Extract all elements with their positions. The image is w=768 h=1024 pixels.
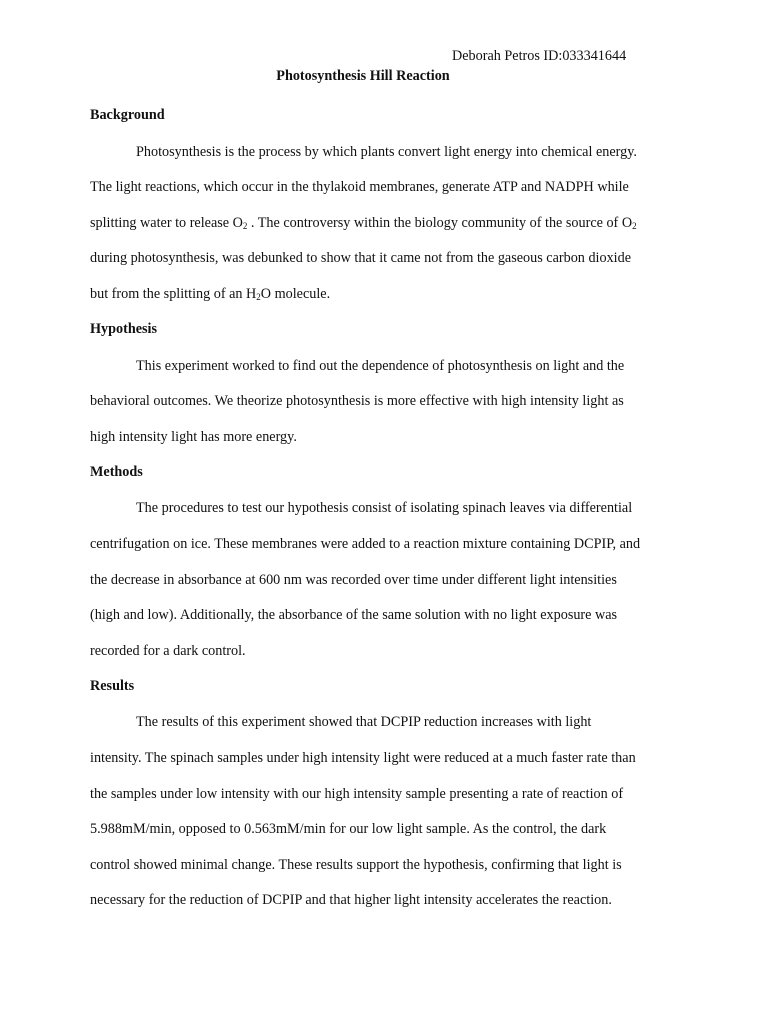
paragraph-line: during photosynthesis, was debunked to show that it came not from the gaseous carbon dioxide xyxy=(90,250,631,266)
author-line: Deborah Petros ID:033341644 xyxy=(452,48,627,64)
text-segment: but from the splitting of an H xyxy=(90,286,257,302)
paragraph-line: recorded for a dark control. xyxy=(90,643,246,659)
paragraph-line: the samples under low intensity with our high intensity sample presenting a rate of reaction of xyxy=(90,786,624,802)
paragraph-line: high intensity light has more energy. xyxy=(90,429,297,445)
paragraph-line: intensity. The spinach samples under high intensity light were reduced at a much faster rate than xyxy=(90,750,636,766)
paragraph-line: (high and low). Additionally, the absorbance of the same solution with no light exposure was xyxy=(90,607,618,623)
paragraph-line: behavioral outcomes. We theorize photosynthesis is more effective with high intensity light as xyxy=(90,393,624,409)
paragraph-line: 5.988mM/min, opposed to 0.563mM/min for our low light sample. As the control, the dark xyxy=(90,821,607,837)
text-segment: splitting water to release O xyxy=(90,215,243,231)
section-heading-hypothesis: Hypothesis xyxy=(90,321,158,337)
paragraph-line: centrifugation on ice. These membranes were added to a reaction mixture containing DCPIP, and xyxy=(90,536,641,552)
paragraph-line: Photosynthesis is the process by which plants convert light energy into chemical energy. xyxy=(136,144,637,160)
paragraph-line: This experiment worked to find out the dependence of photosynthesis on light and the xyxy=(136,358,625,374)
page-title: Photosynthesis Hill Reaction xyxy=(276,68,450,84)
paragraph-line: the decrease in absorbance at 600 nm was recorded over time under different light intensities xyxy=(90,572,617,588)
subscript: 2 xyxy=(256,292,261,302)
section-heading-results: Results xyxy=(90,678,135,694)
paragraph-line: necessary for the reduction of DCPIP and that higher light intensity accelerates the reaction. xyxy=(90,892,612,908)
subscript: 2 xyxy=(242,221,248,231)
paragraph-line: The procedures to test our hypothesis consist of isolating spinach leaves via differential xyxy=(136,500,633,516)
text-segment: . The controversy within the biology community of the source of O xyxy=(247,215,633,231)
paragraph-line xyxy=(90,214,637,232)
section-heading-methods: Methods xyxy=(90,464,143,480)
paragraph-line: The light reactions, which occur in the thylakoid membranes, generate ATP and NADPH while xyxy=(90,179,629,195)
section-heading-background: Background xyxy=(90,107,165,123)
paragraph-line xyxy=(90,285,330,303)
text-segment: O molecule. xyxy=(260,286,331,302)
subscript: 2 xyxy=(632,221,637,231)
paragraph-line: The results of this experiment showed that DCPIP reduction increases with light xyxy=(136,714,592,730)
paragraph-line: control showed minimal change. These results support the hypothesis, confirming that light is xyxy=(90,857,622,873)
